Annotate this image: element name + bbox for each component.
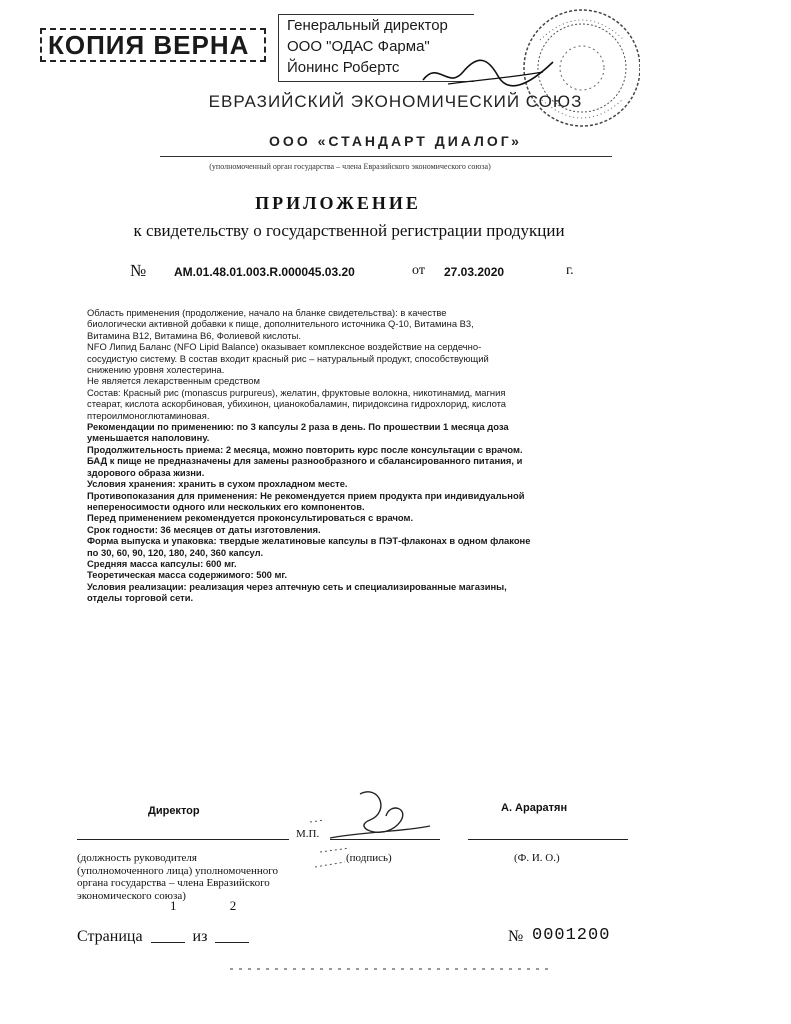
description-line: непереносимости одного или нескольких его компонентов. <box>87 500 365 512</box>
document-title: ПРИЛОЖЕНИЕ <box>255 193 421 213</box>
role-line <box>77 839 289 840</box>
description-line: отделы торговой сети. <box>87 592 194 604</box>
page-counter <box>77 928 253 946</box>
of-word: из <box>192 928 208 945</box>
description-line: по 30, 60, 90, 120, 180, 240, 360 капсул. <box>87 546 264 558</box>
name-line <box>468 839 628 840</box>
role-caption-line: (должность руководителя <box>77 852 197 864</box>
description-line: Перед применением рекомендуется проконсультироваться с врачом. <box>87 512 414 524</box>
role-caption-line: (уполномоченного лица) уполномоченного <box>77 864 278 877</box>
certified-copy-stamp: КОПИЯ ВЕРНА <box>40 28 266 62</box>
year-suffix: г. <box>566 263 574 278</box>
number-sign: № <box>130 261 147 280</box>
page-blank <box>151 942 185 943</box>
description-line: Противопоказания для применения: Не рекомендуется прием продукта при индивидуальной <box>87 489 525 501</box>
description-line: Витамина B12, Витамина B6, Фолиевой кислоты. <box>87 329 301 341</box>
page-number: 1 <box>170 898 177 913</box>
description-line: Область применения (продолжение, начало на бланке свидетельства): в качестве <box>87 307 447 318</box>
description-line: уменьшается наполовину. <box>87 432 210 444</box>
product-description <box>87 307 591 604</box>
union-heading: ЕВРАЗИЙСКИЙ ЭКОНОМИЧЕСКИЙ СОЮЗ <box>208 92 583 111</box>
page-number: 2 <box>229 898 237 913</box>
page-numbers <box>170 898 286 914</box>
description-line: Рекомендации по применению: по 3 капсулы 2 раза в день. По прошествии 1 месяца доза <box>87 421 509 433</box>
description-line: Теоретическая масса содержимого: 500 мг. <box>87 569 288 581</box>
description-line: здорового образа жизни. <box>87 466 205 478</box>
signature-caption: (подпись) <box>346 852 392 864</box>
director-signature <box>290 782 440 882</box>
role-caption-line: органа государства – члена Евразийского <box>77 877 270 889</box>
signer-name: А. Араратян <box>501 802 568 814</box>
seal-place-label: М.П. <box>296 828 320 840</box>
description-line: биологически активной добавки к пище, дополнительного источника Q-10, Витамина B3, <box>87 318 474 330</box>
organization-caption: (уполномоченный орган государства – члена Евразийского экономического союза) <box>209 162 491 171</box>
description-line: стеарат, кислота аскорбиновая, убихинон, цианокобаламин, пиридоксина гидрохлорид, кислота <box>87 398 507 410</box>
description-line: БАД к пище не предназначены для замены разнообразного и сбалансированного питания, и <box>87 455 523 467</box>
description-line: NFO Липид Баланс (NFO Lipid Balance) оказывает комплексное воздействие на сердечно- <box>87 341 482 353</box>
serial-number: 0001200 <box>532 926 611 945</box>
certifier-position: Генеральный директор <box>287 17 448 34</box>
certifier-name: Йонинс Робертс <box>287 59 400 76</box>
scan-noise <box>230 960 550 978</box>
description-line: Продолжительность приема: 2 месяца, можно повторить курс после консультации с врачом. <box>87 443 523 455</box>
signer-role: Директор <box>148 805 200 817</box>
description-line: Условия реализации: реализация через аптечную сеть и специализированные магазины, <box>87 580 507 592</box>
page-word: Страница <box>77 928 143 945</box>
role-caption <box>77 852 301 902</box>
role-caption-line: экономического союза) <box>77 889 186 902</box>
name-caption: (Ф. И. О.) <box>514 852 560 864</box>
date-prefix: от <box>412 263 425 278</box>
description-line: Не является лекарственным средством <box>87 375 260 387</box>
document-subtitle: к свидетельству о государственной регистрации продукции <box>133 221 565 240</box>
certifier-company: ООО "ОДАС Фарма" <box>287 38 430 55</box>
serial-sign: № <box>508 928 524 945</box>
description-line: Форма выпуска и упаковка: твердые желатиновые капсулы в ПЭТ-флаконах в одном флаконе <box>87 535 531 547</box>
registration-date: 27.03.2020 <box>444 265 505 279</box>
organization-name: ООО «СТАНДАРТ ДИАЛОГ» <box>269 133 522 149</box>
description-line: снижению уровня холестерина. <box>87 364 225 376</box>
description-line: Условия хранения: хранить в сухом прохладном месте. <box>87 478 348 490</box>
header-rule <box>160 156 612 157</box>
description-line: птероилмоноглютаминовая. <box>87 409 210 421</box>
description-line: Срок годности: 36 месяцев от даты изготовления. <box>87 523 321 535</box>
description-line: Средняя масса капсулы: 600 мг. <box>87 557 237 569</box>
description-line: сосудистую систему. В состав входит красный рис – натуральный продукт, способствующий <box>87 352 489 364</box>
total-blank <box>215 942 249 943</box>
registration-number: AM.01.48.01.003.R.000045.03.20 <box>174 265 355 279</box>
description-line: Состав: Красный рис (monascus purpureus), желатин, фруктовые волокна, никотинамид, магния <box>87 386 506 398</box>
